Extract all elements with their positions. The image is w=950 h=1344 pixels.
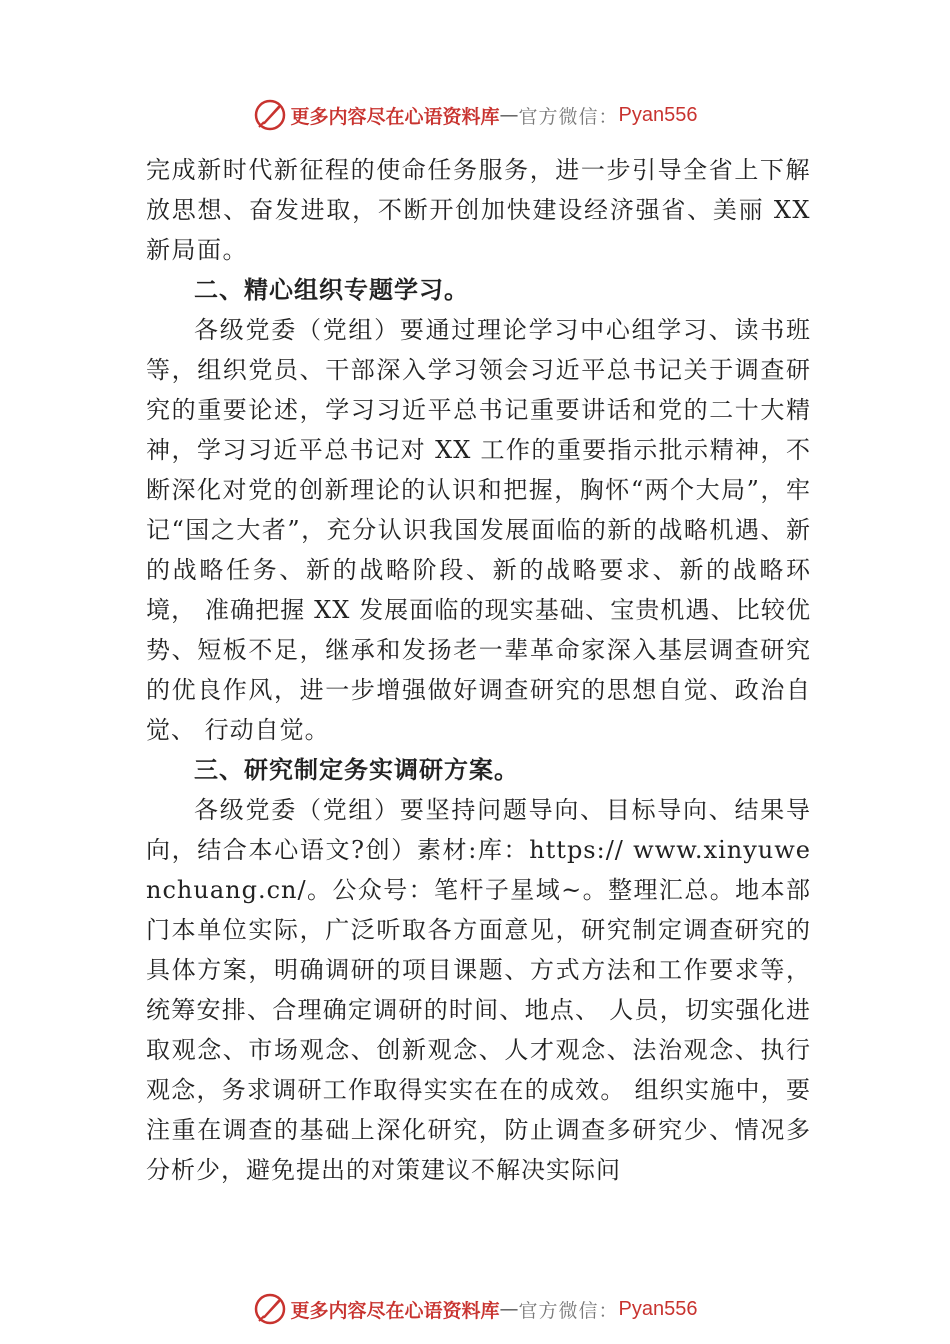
banner-dash: — — [499, 104, 519, 126]
continuation-paragraph: 完成新时代新征程的使命任务服务，进一步引导全省上下解放思想、奋发进取，不断开创加快建设经济强省、美丽 XX 新局面。 — [146, 156, 811, 264]
paragraph-section-3: 各级党委（党组）要坚持问题导向、目标导向、结果导向，结合本心语文?创）素材:库：https:// www.xinyuwenchuang.cn/。公众号：笔杆子星域~。整理汇总。地本部门本单位实际，广泛听取各方面意见，研究制定调查研究的具体方案，明确调研的项目课题、方式方法和工作要求等，统筹安排、合理确定调研的时间、地点、 人员，切实强化进取观念、市场观念、创新观念、人才观念、法治观念、执行观念，务求调研工作取得实实在在的成效。 组织实施中，要注重在调查的基础上深化研究，防止调查多研究少、情况多分析少，避免提出的对策建议不解决实际问 — [146, 796, 811, 1184]
banner-wechat-label: 官方微信： — [518, 105, 619, 128]
quill-circle-icon — [253, 98, 287, 132]
quill-circle-icon — [253, 1292, 287, 1326]
section-heading-3: 三、研究制定务实调研方案。 — [194, 756, 519, 784]
header-banner — [0, 95, 950, 135]
banner-dash: — — [499, 1298, 519, 1320]
footer-banner — [0, 1289, 950, 1329]
banner-title: 更多内容尽在心语资料库 — [290, 1299, 500, 1322]
paragraph-section-2: 各级党委（党组）要通过理论学习中心组学习、读书班等，组织党员、干部深入学习领会习近平总书记关于调查研究的重要论述，学习习近平总书记重要讲话和党的二十大精神，学习习近平总书记对 XX 工作的重要指示批示精神，不断深化对党的创新理论的认识和把握，胸怀“两个大局”，牢记“国之大者”，充分认识我国发展面临的新的战略机遇、新的战略任务、新的战略阶段、新的战略要求、新的战略环境， 准确把握 XX 发展面临的现实基础、宝贵机遇、比较优势、短板不足，继承和发扬老一辈革命家深入基层调查研究的优良作风，进一步增强做好调查研究的思想自觉、政治自觉、 行动自觉。 — [146, 316, 811, 744]
document-body — [146, 150, 811, 1190]
banner-title: 更多内容尽在心语资料库 — [290, 105, 500, 128]
banner-wechat-id: Pyan556 — [618, 103, 698, 126]
banner-wechat-id: Pyan556 — [618, 1297, 698, 1320]
section-heading-2: 二、精心组织专题学习。 — [194, 276, 469, 304]
banner-wechat-label: 官方微信： — [518, 1299, 619, 1322]
